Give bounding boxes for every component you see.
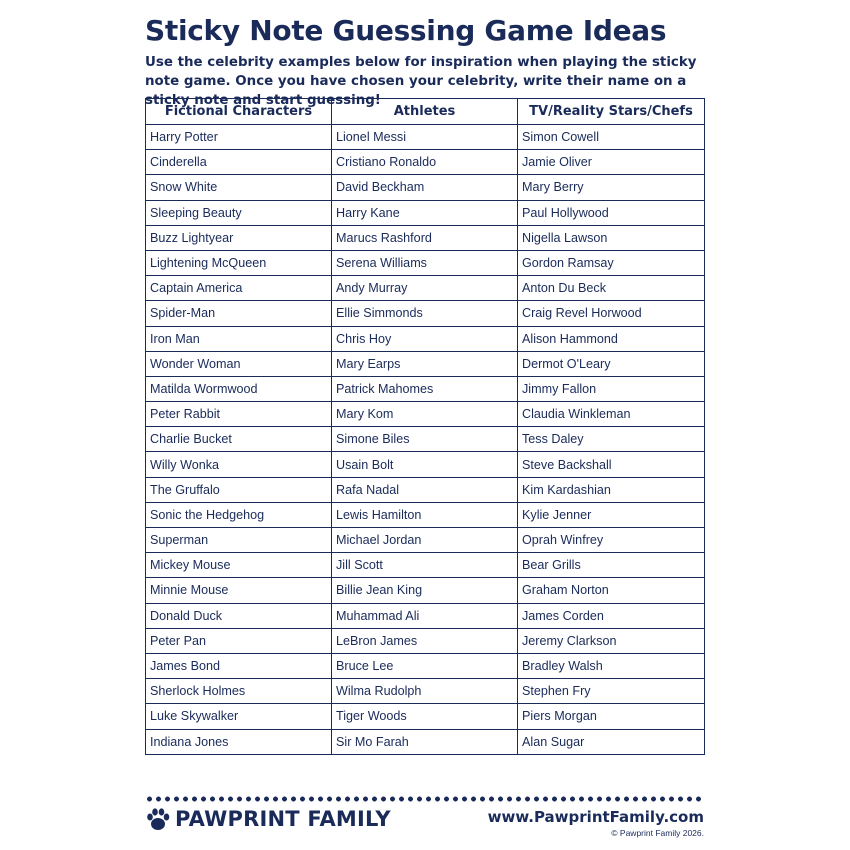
fictional-character-cell: Sleeping Beauty [146, 200, 332, 225]
brand-logo [145, 806, 391, 832]
tv-star-cell: Jeremy Clarkson [518, 628, 705, 653]
fictional-character-cell: Charlie Bucket [146, 427, 332, 452]
tv-star-cell: Tess Daley [518, 427, 705, 452]
tv-star-cell: Jimmy Fallon [518, 376, 705, 401]
tv-star-cell: Gordon Ramsay [518, 250, 705, 275]
tv-star-cell: Oprah Winfrey [518, 528, 705, 553]
table-row [146, 679, 705, 704]
table-row [146, 578, 705, 603]
tv-star-cell: Claudia Winkleman [518, 402, 705, 427]
table-row [146, 553, 705, 578]
page-title: Sticky Note Guessing Game Ideas [145, 14, 667, 47]
paw-print-icon [145, 806, 171, 832]
tv-star-cell: Jamie Oliver [518, 150, 705, 175]
tv-star-cell: Bradley Walsh [518, 653, 705, 678]
table-row [146, 301, 705, 326]
fictional-character-cell: Willy Wonka [146, 452, 332, 477]
ideas-table [145, 98, 705, 755]
fictional-character-cell: Captain America [146, 276, 332, 301]
table-row [146, 150, 705, 175]
table-row [146, 653, 705, 678]
fictional-character-cell: Peter Rabbit [146, 402, 332, 427]
tv-star-cell: Graham Norton [518, 578, 705, 603]
tv-star-cell: Simon Cowell [518, 125, 705, 150]
fictional-character-cell: Matilda Wormwood [146, 376, 332, 401]
tv-star-cell: Anton Du Beck [518, 276, 705, 301]
fictional-character-cell: Sonic the Hedgehog [146, 502, 332, 527]
fictional-character-cell: Spider-Man [146, 301, 332, 326]
table-row [146, 175, 705, 200]
table-row [146, 250, 705, 275]
table-row [146, 351, 705, 376]
athlete-cell: Marucs Rashford [332, 225, 518, 250]
tv-star-cell: Bear Grills [518, 553, 705, 578]
fictional-character-cell: Lightening McQueen [146, 250, 332, 275]
tv-star-cell: Alison Hammond [518, 326, 705, 351]
table-row [146, 528, 705, 553]
table-row [146, 502, 705, 527]
dotted-divider [145, 796, 704, 802]
athlete-cell: Lewis Hamilton [332, 502, 518, 527]
table-row [146, 125, 705, 150]
athlete-cell: LeBron James [332, 628, 518, 653]
athlete-cell: Ellie Simmonds [332, 301, 518, 326]
fictional-character-cell: Cinderella [146, 150, 332, 175]
fictional-character-cell: Wonder Woman [146, 351, 332, 376]
fictional-character-cell: Superman [146, 528, 332, 553]
table-row [146, 628, 705, 653]
fictional-character-cell: Buzz Lightyear [146, 225, 332, 250]
athlete-cell: Michael Jordan [332, 528, 518, 553]
athlete-cell: Mary Earps [332, 351, 518, 376]
fictional-character-cell: Minnie Mouse [146, 578, 332, 603]
table-header-row [146, 99, 705, 125]
table-row [146, 704, 705, 729]
fictional-character-cell: The Gruffalo [146, 477, 332, 502]
athlete-cell: Bruce Lee [332, 653, 518, 678]
tv-star-cell: Paul Hollywood [518, 200, 705, 225]
tv-star-cell: Stephen Fry [518, 679, 705, 704]
tv-star-cell: Steve Backshall [518, 452, 705, 477]
athlete-cell: Harry Kane [332, 200, 518, 225]
tv-star-cell: Nigella Lawson [518, 225, 705, 250]
tv-star-cell: James Corden [518, 603, 705, 628]
column-header-fictional: Fictional Characters [146, 99, 332, 125]
fictional-character-cell: Indiana Jones [146, 729, 332, 754]
athlete-cell: Lionel Messi [332, 125, 518, 150]
fictional-character-cell: Iron Man [146, 326, 332, 351]
tv-star-cell: Kim Kardashian [518, 477, 705, 502]
table-row [146, 603, 705, 628]
athlete-cell: Andy Murray [332, 276, 518, 301]
tv-star-cell: Dermot O'Leary [518, 351, 705, 376]
column-header-athletes: Athletes [332, 99, 518, 125]
athlete-cell: Simone Biles [332, 427, 518, 452]
tv-star-cell: Mary Berry [518, 175, 705, 200]
table-row [146, 200, 705, 225]
table-row [146, 477, 705, 502]
fictional-character-cell: Mickey Mouse [146, 553, 332, 578]
table-row [146, 452, 705, 477]
fictional-character-cell: Harry Potter [146, 125, 332, 150]
fictional-character-cell: Snow White [146, 175, 332, 200]
athlete-cell: Cristiano Ronaldo [332, 150, 518, 175]
table-row [146, 376, 705, 401]
athlete-cell: Sir Mo Farah [332, 729, 518, 754]
table-row [146, 326, 705, 351]
fictional-character-cell: Donald Duck [146, 603, 332, 628]
athlete-cell: Chris Hoy [332, 326, 518, 351]
fictional-character-cell: Sherlock Holmes [146, 679, 332, 704]
athlete-cell: Muhammad Ali [332, 603, 518, 628]
brand-name: PAWPRINT FAMILY [175, 807, 391, 831]
athlete-cell: Usain Bolt [332, 452, 518, 477]
athlete-cell: Patrick Mahomes [332, 376, 518, 401]
tv-star-cell: Alan Sugar [518, 729, 705, 754]
fictional-character-cell: Peter Pan [146, 628, 332, 653]
athlete-cell: Serena Williams [332, 250, 518, 275]
tv-star-cell: Craig Revel Horwood [518, 301, 705, 326]
athlete-cell: Jill Scott [332, 553, 518, 578]
athlete-cell: Tiger Woods [332, 704, 518, 729]
copyright-notice: © Pawprint Family 2026. [611, 828, 704, 838]
fictional-character-cell: Luke Skywalker [146, 704, 332, 729]
column-header-tv-stars: TV/Reality Stars/Chefs [518, 99, 705, 125]
tv-star-cell: Kylie Jenner [518, 502, 705, 527]
athlete-cell: David Beckham [332, 175, 518, 200]
table-row [146, 427, 705, 452]
tv-star-cell: Piers Morgan [518, 704, 705, 729]
table-row [146, 276, 705, 301]
athlete-cell: Billie Jean King [332, 578, 518, 603]
athlete-cell: Rafa Nadal [332, 477, 518, 502]
fictional-character-cell: James Bond [146, 653, 332, 678]
page-subtitle: Use the celebrity examples below for inspiration when playing the sticky note game. Once you have chosen your celebrity, write their name on a sticky note and start guessing! [145, 55, 697, 108]
athlete-cell: Wilma Rudolph [332, 679, 518, 704]
table-body [146, 125, 705, 755]
table-row [146, 729, 705, 754]
table-row [146, 225, 705, 250]
table-row [146, 402, 705, 427]
athlete-cell: Mary Kom [332, 402, 518, 427]
website-link[interactable]: www.PawprintFamily.com [487, 808, 704, 826]
